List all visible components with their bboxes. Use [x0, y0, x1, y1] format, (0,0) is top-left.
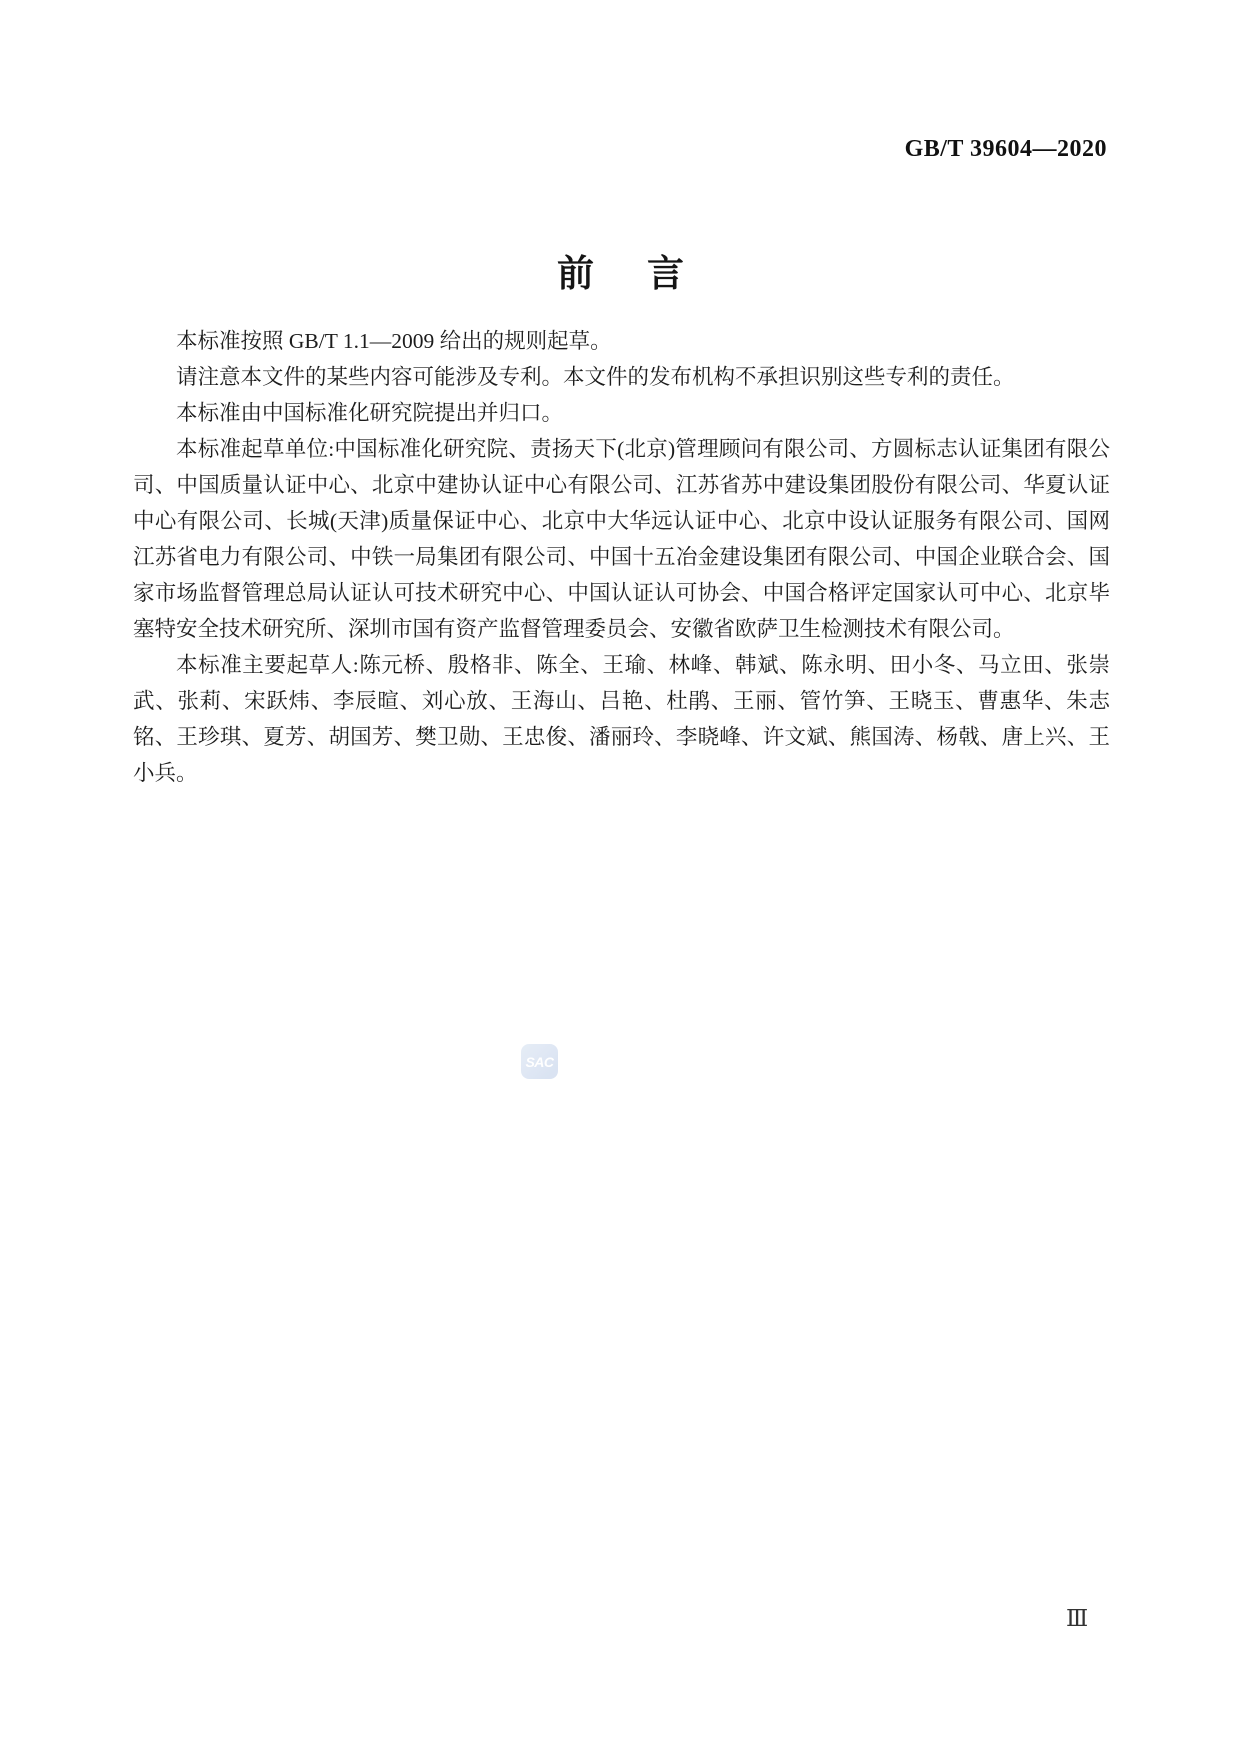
- paragraph-drafting-rule: 本标准按照 GB/T 1.1—2009 给出的规则起草。: [176, 329, 612, 353]
- sac-watermark-label: SAC: [525, 1053, 554, 1070]
- standard-number: GB/T 39604—2020: [904, 136, 1107, 162]
- paragraph-proposed-by: 本标准由中国标准化研究院提出并归口。: [176, 401, 564, 425]
- paragraph-main-drafters: 本标准主要起草人:陈元桥、殷格非、陈全、王瑜、林峰、韩斌、陈永明、田小冬、马立田、张崇武、张莉、宋跃炜、李辰暄、刘心放、王海山、吕艳、杜鹃、王丽、管竹笋、王晓玉、曹惠华、朱志铭、王珍琪、夏芳、胡国芳、樊卫勋、王忠俊、潘丽玲、李晓峰、许文斌、熊国涛、杨戟、唐上兴、王小兵。: [133, 653, 1110, 785]
- paragraph-drafting-organizations: 本标准起草单位:中国标准化研究院、责扬天下(北京)管理顾问有限公司、方圆标志认证集团有限公司、中国质量认证中心、北京中建协认证中心有限公司、江苏省苏中建设集团股份有限公司、华夏认证中心有限公司、长城(天津)质量保证中心、北京中大华远认证中心、北京中设认证服务有限公司、国网江苏省电力有限公司、中铁一局集团有限公司、中国十五冶金建设集团有限公司、中国企业联合会、国家市场监督管理总局认证认可技术研究中心、中国认证认可协会、中国合格评定国家认可中心、北京毕塞特安全技术研究所、深圳市国有资产监督管理委员会、安徽省欧萨卫生检测技术有限公司。: [133, 437, 1110, 641]
- page-title: 前 言: [557, 253, 692, 294]
- page-number: Ⅲ: [1066, 1606, 1089, 1631]
- sac-watermark-icon: [521, 1044, 558, 1079]
- foreword-body: [133, 323, 1110, 791]
- paragraph-patent-notice: 请注意本文件的某些内容可能涉及专利。本文件的发布机构不承担识别这些专利的责任。: [176, 365, 1015, 389]
